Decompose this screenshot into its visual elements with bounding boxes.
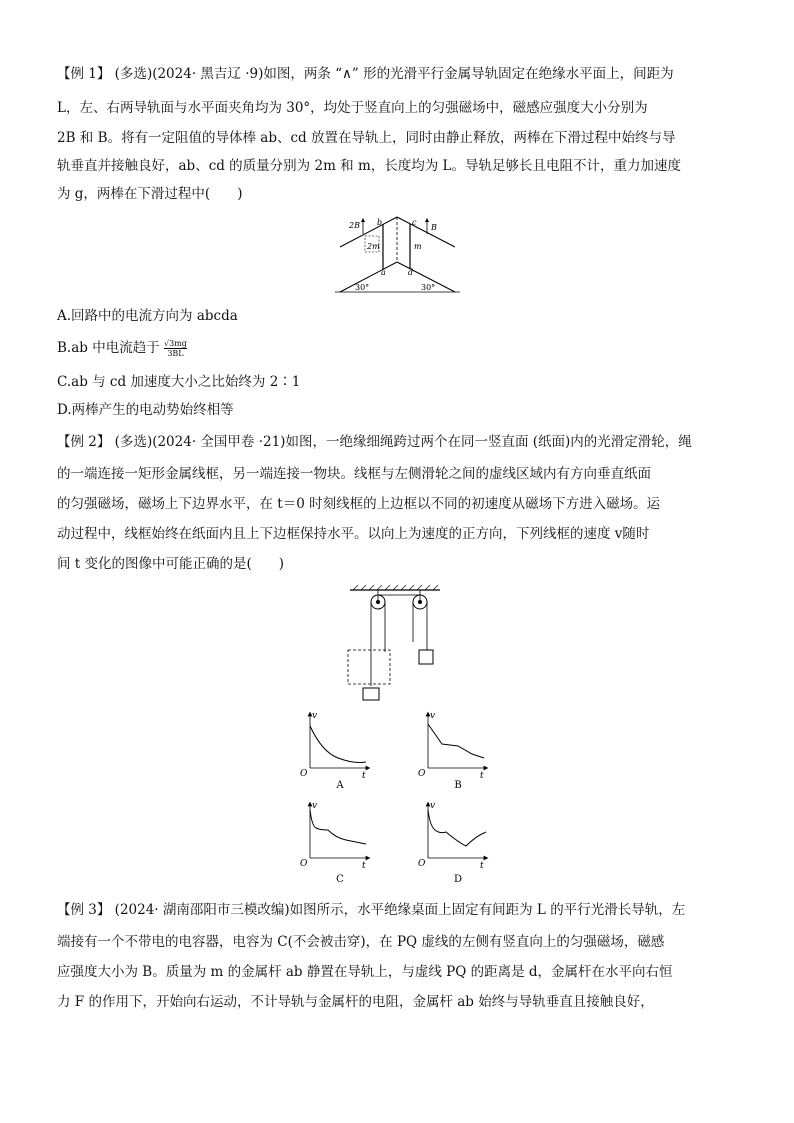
graph-d-letter: D <box>453 874 463 885</box>
ex1-rail-figure <box>335 212 460 296</box>
graph-d <box>428 804 486 858</box>
label-c: c <box>412 218 417 227</box>
ex1-option-b-fraction <box>164 339 187 358</box>
label-angle-right: 30° <box>421 283 436 292</box>
ex3-line-4: 力 F 的作用下，开始向右运动，不计导轨与金属杆的电阻，金属杆 ab 始终与导轨垂直且接触良好， <box>57 994 654 1010</box>
label-angle-left: 30° <box>355 283 370 292</box>
ex1-line-4: 轨垂直并接触良好，ab、cd 的质量分别为 2m 和 m，长度均为 L。导轨足够长且电阻不计，重力加速度 <box>57 158 682 174</box>
graph-b-o-label: O <box>418 769 426 779</box>
graph-a-letter: A <box>336 780 344 791</box>
label-m: m <box>414 242 422 251</box>
ex1-option-a: A.回路中的电流方向为 abcda <box>57 308 238 324</box>
graph-a-o-label: O <box>300 769 308 779</box>
ex3-line-1: 【例 3】 (2024· 湖南邵阳市三模改编)如图所示，水平绝缘桌面上固定有间距为 L 的平行光滑长导轨，左 <box>57 902 686 918</box>
graph-b-t-label: t <box>480 771 484 781</box>
graph-b-letter: B <box>454 780 462 791</box>
fraction-numerator: √3mg <box>164 339 187 348</box>
label-B: B <box>431 223 437 232</box>
graph-c-o-label: O <box>300 859 308 869</box>
graph-c <box>310 804 368 858</box>
ex1-option-b <box>57 336 187 358</box>
ex1-option-c: C.ab 与 cd 加速度大小之比始终为 2∶1 <box>57 374 301 390</box>
ex2-line-3: 的匀强磁场，磁场上下边界水平，在 t＝0 时刻线框的上边框以不同的初速度从磁场下方进入磁场。运 <box>57 496 661 512</box>
graph-c-t-label: t <box>362 861 366 871</box>
ex2-graphs <box>290 706 500 888</box>
ex1-option-b-text: B.ab 中电流趋于 <box>57 340 160 356</box>
ex1-line-1: 【例 1】 (多选)(2024· 黑吉辽 ·9)如图，两条 “∧” 形的光滑平行金属导轨固定在绝缘水平面上，间距为 <box>57 66 674 82</box>
label-a: a <box>381 268 386 277</box>
graph-d-t-label: t <box>480 861 484 871</box>
ex1-line-2: L，左、右两导轨面与水平面夹角均为 30°，均处于竖直向上的匀强磁场中，磁感应强度大小分别为 <box>57 100 648 116</box>
label-b: b <box>377 218 383 227</box>
ex1-option-d: D.两棒产生的电动势始终相等 <box>57 402 234 418</box>
graph-c-letter: C <box>336 874 344 885</box>
ex3-line-2: 端接有一个不带电的电容器，电容为 C(不会被击穿)，在 PQ 虚线的左侧有竖直向上的匀强磁场，磁感 <box>57 934 665 950</box>
ex1-line-5: 为 g，两棒在下滑过程中( ) <box>57 186 243 202</box>
label-d: d <box>408 268 414 277</box>
graph-c-v-label: v <box>312 801 318 811</box>
ex2-line-5: 间 t 变化的图像中可能正确的是( ) <box>57 556 285 572</box>
ex2-line-2: 的一端连接一矩形金属线框，另一端连接一物块。线框与左侧滑轮之间的虚线区域内有方向垂直纸面 <box>57 466 651 482</box>
ex3-line-3: 应强度大小为 B。质量为 m 的金属杆 ab 静置在导轨上，与虚线 PQ 的距离是 d，金属杆在水平向右恒 <box>57 964 673 980</box>
ex2-line-1: 【例 2】 (多选)(2024· 全国甲卷 ·21)如图，一绝缘细绳跨过两个在同一竖直面 (纸面)内的光滑定滑轮，绳 <box>57 434 692 450</box>
graph-a-v-label: v <box>312 711 318 721</box>
label-2m: 2m <box>367 242 380 251</box>
fraction-denominator: 3BL <box>167 349 184 358</box>
graph-d-v-label: v <box>430 801 436 811</box>
graph-b-v-label: v <box>430 711 436 721</box>
graph-d-o-label: O <box>418 859 426 869</box>
ex2-pulley-figure <box>345 582 445 706</box>
label-2B: 2B <box>349 221 360 230</box>
ex1-line-3: 2B 和 B。将有一定阻值的导体棒 ab、cd 放置在导轨上，同时由静止释放，两棒在下滑过程中始终与导 <box>57 130 676 146</box>
ex2-line-4: 动过程中，线框始终在纸面内且上下边框保持水平。以向上为速度的正方向，下列线框的速度 v随时 <box>57 526 650 542</box>
graph-a <box>310 714 368 768</box>
graph-a-t-label: t <box>362 771 366 781</box>
graph-b <box>428 714 486 768</box>
